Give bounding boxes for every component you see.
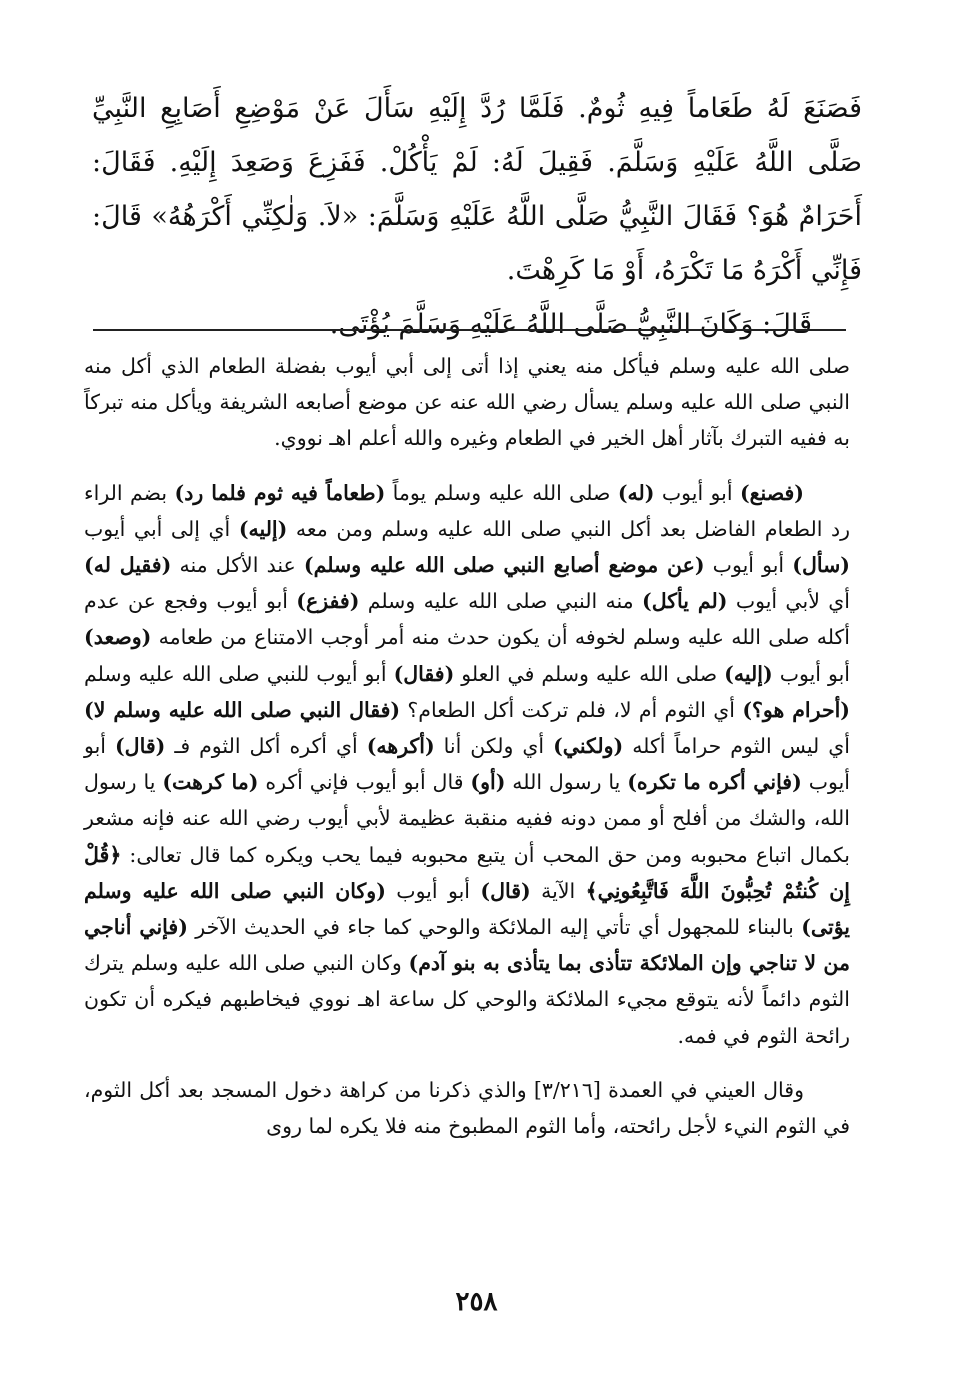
explanation-text: بالبناء للمجهول أي تأتي إليه الملائكة والوحي كما جاء في الحديث الآخر — [187, 915, 802, 940]
quoted-term: (فقيل له) — [84, 553, 172, 578]
explanation-text: أبو أيوب للنبي صلى الله عليه وسلم — [84, 661, 394, 686]
explanation-text: عند الأكل منه — [171, 553, 304, 578]
quoted-term: (ففزع) — [296, 589, 360, 614]
quoted-term: ﴿قُلْ إِن كُنتُمْ تُحِبُّونَ اللَّهَ فَاتَّبِعُونِي﴾ — [84, 842, 850, 903]
explanation-text: أي ولكن أنا — [434, 734, 554, 759]
explanation-text: أبو أيوب — [654, 480, 740, 505]
explanation-text: أبو أيوب — [772, 661, 850, 686]
explanation-text: يا رسول الله — [505, 770, 628, 795]
quoted-term: (إليه) — [238, 516, 288, 541]
quoted-term: (فقال) — [393, 661, 455, 686]
quoted-term: (ما كرهت) — [162, 770, 259, 795]
quoted-term: (وصعد) — [84, 625, 152, 650]
quoted-term: (له) — [617, 480, 655, 505]
quoted-term: (فإني أناجي من لا تناجي وإن الملائكة تتأذى بما يتأذى به بنو آدم) — [84, 915, 851, 976]
explanation-text: أبو أيوب وفجع عن عدم أكله صلى الله عليه وسلم لخوفه أن يكون حدث منه أمر أوجب الامتناع من طعامه — [84, 589, 850, 650]
quoted-term: (ولكني) — [553, 734, 624, 759]
explanation-text: يا رسول الله، والشك من أفلح أو ممن دونه ففيه منقبة عظيمة لأبي أيوب رضي الله عنه فإنه مشعر بكمال اتباع محبوبه ومن حق المحب أن يتبع محبوبه فيما يحب ويكره كما قال تعالى: — [84, 770, 850, 867]
commentary-paragraph-ayni: وقال العيني في العمدة [٣/٢١٦] والذي ذكرنا من كراهة دخول المسجد بعد أكل الثوم، في الثوم النيء لأجل رائحته، وأما الثوم المطبوخ منه فلا يكره لما روى — [84, 1077, 850, 1139]
commentary-text — [84, 348, 850, 1144]
explanation-text: الآية — [530, 878, 586, 903]
quoted-term: (فإني أكره ما تكره) — [627, 770, 802, 795]
quoted-term: (سأل) — [792, 553, 850, 578]
explanation-text: أبو أيوب — [84, 734, 850, 795]
explanation-text: بضم الراء رد الطعام الفاضل بعد أكل النبي صلى الله عليه وسلم ومن معه — [84, 480, 850, 541]
page-number: ٢٥٨ — [455, 1287, 498, 1317]
explanation-text: منه النبي صلى الله عليه وسلم — [359, 589, 642, 614]
quoted-term: (لم يأكل) — [642, 589, 728, 614]
quoted-term: (قال) — [114, 734, 166, 759]
quoted-term: (أحرام هو؟) — [742, 697, 851, 722]
quoted-term: (فقال النبي صلى الله عليه وسلم لا) — [84, 697, 401, 722]
explanation-text: أي الثوم أم لا، فلم تركت أكل الطعام؟ — [400, 697, 743, 722]
explanation-text: أي ليس الثوم حراماً أكله — [623, 734, 850, 759]
quoted-term: (وكان النبي صلى الله عليه وسلم يؤتى) — [84, 878, 850, 940]
commentary-paragraph-continued: صلى الله عليه وسلم فيأكل منه يعني إذا أتى إلى أبي أيوب بفضلة الطعام الذي أكل منه النبي صلى الله عليه وسلم يسأل رضي الله عنه عن موضع أصابعه الشريفة ويأكل منه تبركاً به ففيه التبرك بآثار أهل الخير في الطعام وغيره والله أعلم اهـ نووي. — [84, 354, 850, 451]
explanation-text: قال أبو أيوب فإني أكره — [258, 770, 471, 795]
quoted-term: (طعاماً فيه ثوم فلما رد) — [174, 480, 386, 505]
quoted-term: (أو) — [470, 770, 506, 795]
quoted-term: (إليه) — [724, 661, 773, 686]
hadith-closing-line: قَالَ: وَكَانَ النَّبِيُّ صَلَّى اللَّهُ عَلَيْهِ وَسَلَّمَ يُؤْتَى. — [329, 309, 812, 340]
footnote-separator — [93, 329, 846, 331]
quoted-term: (فصنع) — [739, 480, 805, 505]
hadith-paragraph: فَصَنَعَ لَهُ طَعَاماً فِيهِ ثُومٌ. فَلَمَّا رُدَّ إِلَيْهِ سَأَلَ عَنْ مَوْضِعِ أَصَابِعِ النَّبِيِّ صَلَّى اللَّهُ عَلَيْهِ وَسَلَّمَ. فَقِيلَ لَهُ: لَمْ يَأْكُلْ. فَفَزِعَ وَصَعِدَ إِلَيْهِ. فَقَالَ: أَحَرَامٌ هُوَ؟ فَقَالَ النَّبِيُّ صَلَّى اللَّهُ عَلَيْهِ وَسَلَّمَ: «لاَ. وَلٰكِنِّي أَكْرَهُهُ» قَالَ: فَإِنِّي أَكْرَهُ مَا تَكْرَهُ، أَوْ مَا كَرِهْتَ. — [92, 93, 862, 286]
explanation-text: وكان النبي صلى الله عليه وسلم يترك الثوم دائماً لأنه يتوقع مجيء الملائكة والوحي كل ساعة اهـ نووي فيخاطبهم فيكره أن تكون رائحة الثوم في فمه. — [84, 951, 850, 1048]
explanation-text: صلى الله عليه وسلم يوماً — [385, 480, 618, 505]
quoted-term: (عن موضع أصابع النبي صلى الله عليه وسلم) — [303, 553, 705, 578]
quoted-term: (أكرهه) — [366, 734, 435, 759]
explanation-text: صلى الله عليه وسلم في العلو — [454, 661, 725, 686]
commentary-paragraph-explanation — [84, 475, 850, 1054]
explanation-text: أي أكره أكل الثوم فـ — [165, 734, 367, 759]
explanation-text: أبو أيوب — [385, 878, 481, 903]
quoted-term: (قال) — [480, 878, 531, 903]
explanation-text: أبو أيوب — [704, 553, 793, 578]
explanation-text: أي إلى أبي أيوب — [84, 516, 239, 541]
hadith-text — [92, 82, 862, 352]
explanation-text: أي لأبي أيوب — [727, 589, 850, 614]
